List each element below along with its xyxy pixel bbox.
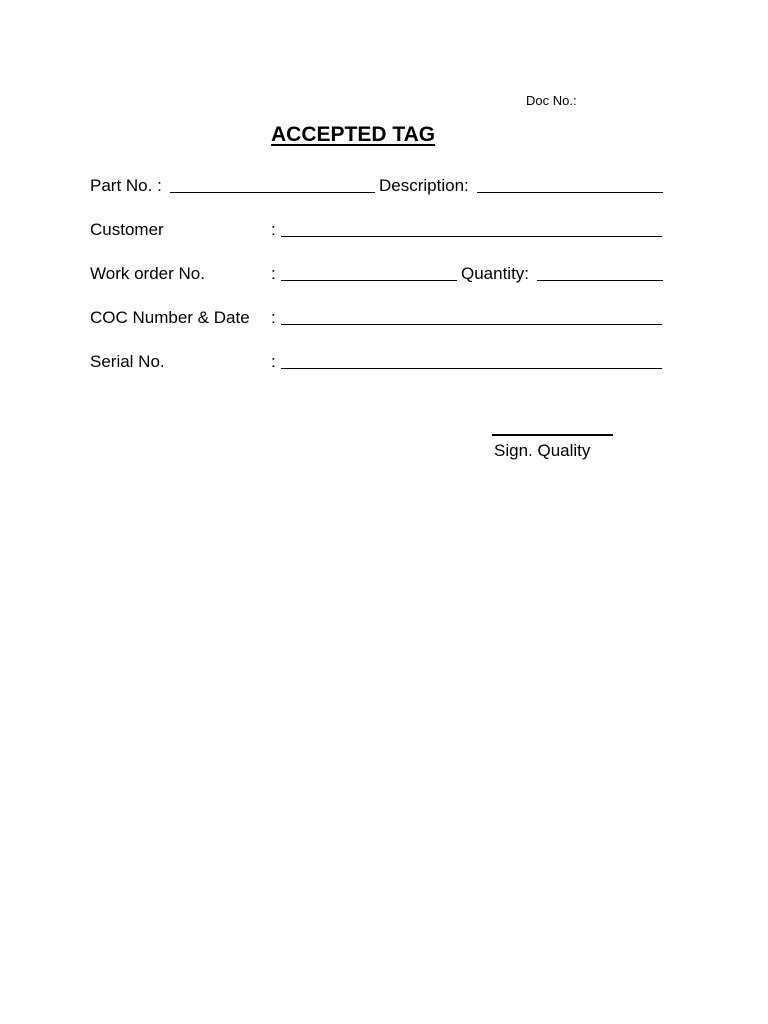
- description-field[interactable]: [477, 192, 663, 193]
- serial-no-colon: :: [271, 352, 276, 371]
- customer-colon: :: [271, 220, 276, 239]
- part-no-field[interactable]: [170, 192, 375, 193]
- serial-no-field[interactable]: [281, 368, 662, 369]
- work-order-field[interactable]: [281, 280, 457, 281]
- customer-label: Customer: [90, 220, 164, 239]
- doc-number-label: Doc No.:: [526, 93, 577, 108]
- coc-label: COC Number & Date: [90, 308, 250, 327]
- page-title: ACCEPTED TAG: [271, 123, 436, 146]
- description-label: Description:: [379, 176, 469, 195]
- customer-field[interactable]: [281, 236, 662, 237]
- quantity-label: Quantity:: [461, 264, 530, 283]
- coc-field[interactable]: [281, 324, 662, 325]
- signature-line[interactable]: [492, 434, 613, 436]
- part-no-label: Part No. :: [90, 176, 162, 195]
- quantity-field[interactable]: [537, 280, 663, 281]
- serial-no-label: Serial No.: [90, 352, 165, 371]
- work-order-label: Work order No.: [90, 264, 205, 283]
- work-order-colon: :: [271, 264, 276, 283]
- coc-colon: :: [271, 308, 276, 327]
- signature-label: Sign. Quality: [494, 441, 591, 460]
